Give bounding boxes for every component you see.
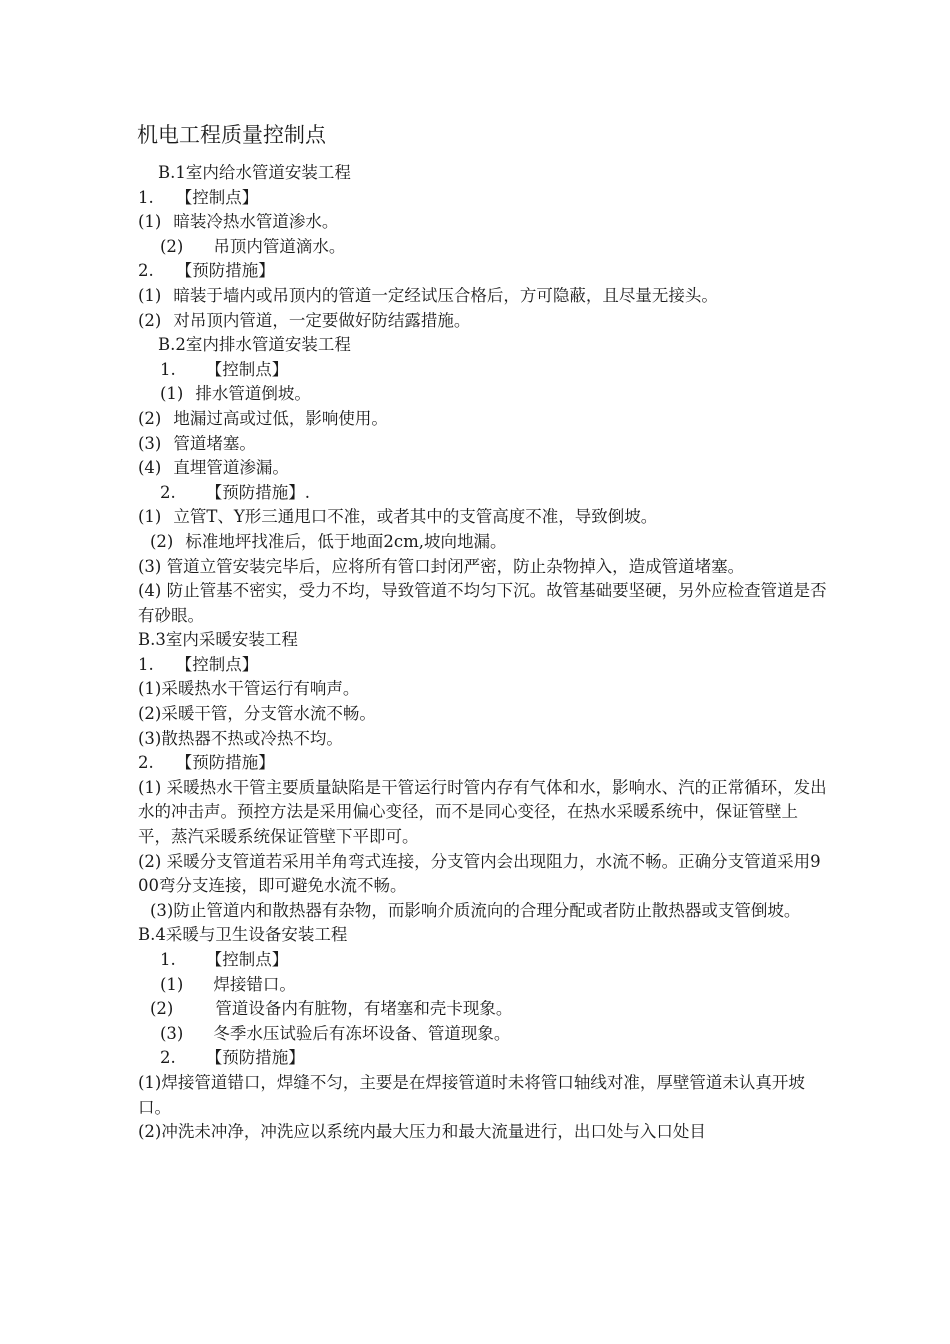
list-item: (4) 防止管基不密实，受力不均，导致管道不均匀下沉。故管基础要坚硬，另外应检查管道是否有砂眼。 [138,581,827,625]
list-item: (1) 排水管道倒坡。 [160,384,311,404]
list-item: (2) 管道设备内有脏物，有堵塞和壳卡现象。 [150,999,513,1019]
list-item: (1) 采暖热水干管主要质量缺陷是干管运行时管内存有气体和水，影响水、汽的正常循环，发出水的冲击声。预控方法是采用偏心变径，而不是同心变径，在热水采暖系统中，保证管壁上平，蒸汽采暖系统保证管壁下平即可。 [138,777,827,847]
list-item: (1)采暖热水干管运行有响声。 [138,679,360,699]
list-item: (2) 标准地坪找准后，低于地面2cm,坡向地漏。 [150,531,507,551]
document-title: 机电工程质量控制点 [137,123,326,147]
list-item: (3) 冬季水压试验后有冻坏设备、管道现象。 [160,1023,511,1043]
list-item: (1)焊接管道错口，焊缝不匀，主要是在焊接管道时未将管口轴线对准，厚壁管道未认真开坡口。 [138,1072,805,1117]
list-item: (1) 焊接错口。 [160,974,296,994]
list-item: (1) 暗装冷热水管道渗水。 [138,212,339,232]
section-heading: B.1室内给水管道安装工程 [158,163,351,182]
section-heading: B.2室内排水管道安装工程 [158,335,351,355]
list-item: (2) 对吊顶内管道，一定要做好防结露措施。 [138,310,471,330]
list-item: 1. 【控制点】 [138,187,259,207]
list-item: (3)散热器不热或冷热不均。 [138,728,343,748]
list-item: (3) 管道堵塞。 [138,433,256,453]
list-item: 2. 【预防措施】 [160,1048,305,1068]
list-item: (2)采暖干管，分支管水流不畅。 [138,704,376,724]
list-item: (1) 暗装于墙内或吊顶内的管道一定经试压合格后，方可隐蔽，且尽量无接头。 [138,285,718,305]
list-item: (2) 采暖分支管道若采用羊角弯式连接，分支管内会出现阻力，水流不畅。正确分支管道采用900弯分支连接，即可避免水流不畅。 [138,851,821,896]
list-item: 2. 【预防措施】 [138,261,275,281]
list-item: (3) 管道立管安装完毕后，应将所有管口封闭严密，防止杂物掉入，造成管道堵塞。 [138,556,745,576]
list-item: (2)冲洗未冲净，冲洗应以系统内最大压力和最大流量进行，出口处与入口处目 [138,1122,706,1142]
section-heading: B.3室内采暖安装工程 [138,630,298,650]
list-item: (2) 吊顶内管道滴水。 [160,236,346,256]
list-item: (3)防止管道内和散热器有杂物，而影响介质流向的合理分配或者防止散热器或支管倒坡。 [150,900,801,920]
document-body [138,161,828,1145]
list-item: (4) 直埋管道渗漏。 [138,458,289,478]
list-item: 1. 【控制点】 [138,654,259,674]
list-item: 2. 【预防措施】 [138,753,275,773]
list-item: 1. 【控制点】 [160,359,289,379]
list-item: 2. 【预防措施】. [160,482,310,502]
list-item: 1. 【控制点】 [160,950,289,969]
section-heading: B.4采暖与卫生设备安装工程 [138,925,348,945]
list-item: (1) 立管T、Y形三通甩口不准，或者其中的支管高度不准，导致倒坡。 [138,507,658,527]
list-item: (2) 地漏过高或过低，影响使用。 [138,408,388,428]
